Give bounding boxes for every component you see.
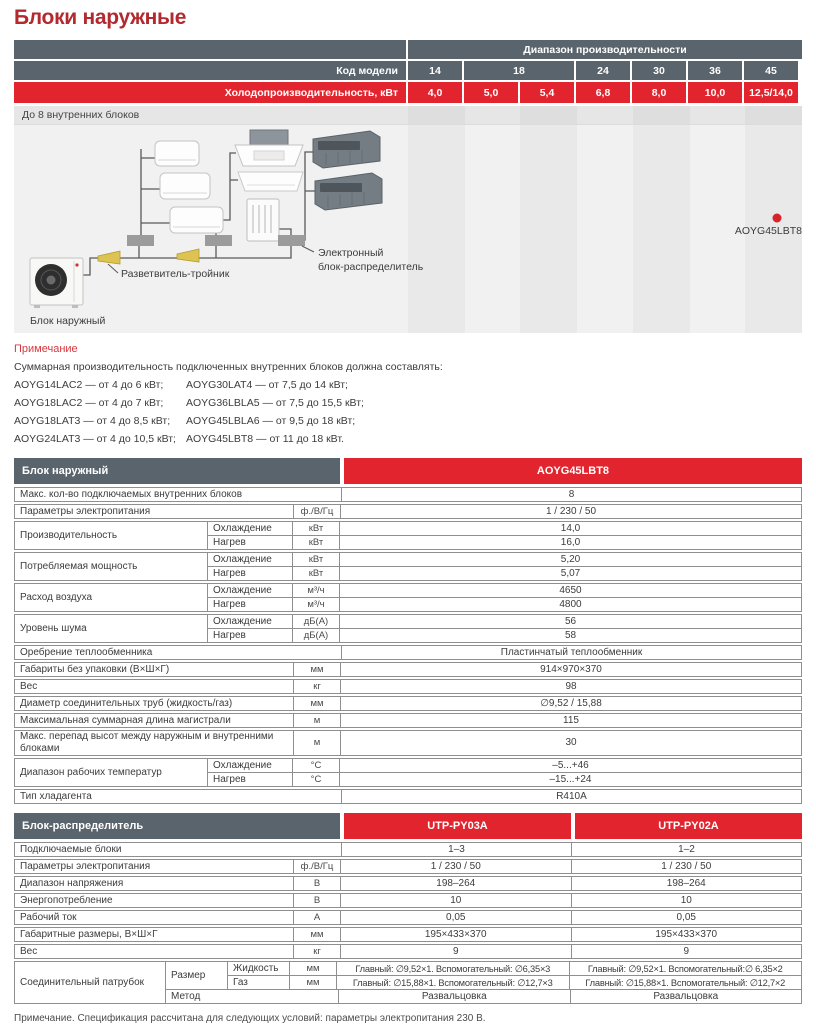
note-title: Примечание (14, 343, 78, 355)
spec-model-headers (344, 813, 802, 839)
spec-value: 198–264 (340, 877, 571, 890)
spec-value: 1 / 230 / 50 (571, 860, 802, 873)
spec-row (14, 487, 802, 502)
spec-subrows (207, 553, 801, 580)
note-model-item: AOYG18LAC2 — от 4 до 7 кВт; (14, 397, 164, 409)
spec-unit: мм (289, 962, 336, 975)
spec-unit: мм (293, 663, 340, 676)
spec-unit: ф./В/Гц (293, 860, 340, 873)
spec-row-label: Потребляемая мощность (20, 560, 138, 572)
model-code-cell: 18 (464, 61, 574, 80)
spec-sub-label: Нагрев (207, 773, 292, 786)
spec-row (14, 758, 802, 787)
spec-value: 4800 (339, 598, 801, 611)
spec-value: Главный: ∅15,88×1. Вспомогательный: ∅12,7×3 (336, 976, 569, 989)
spec-value: 195×433×370 (571, 928, 802, 941)
spec-row (14, 961, 802, 1004)
spec-row (14, 614, 802, 643)
spec-table-title: Блок-распределитель (14, 813, 340, 839)
spec-sub-label: Охлаждение (207, 553, 292, 566)
distributor-box-icon (127, 235, 305, 246)
spec-value: Главный: ∅9,52×1. Вспомогательный:∅ 6,35×2 (569, 962, 802, 975)
cooling-capacity-cell: 12,5/14,0 (744, 82, 798, 103)
spec-row-label: Уровень шума (20, 622, 87, 634)
outdoor-unit-icon (30, 258, 83, 308)
spec-row-label: Максимальная суммарная длина магистрали (20, 714, 231, 726)
spec-row-label: Энергопотребление (20, 894, 113, 906)
note-block (14, 341, 802, 448)
connection-diagram-illustration (14, 125, 802, 333)
spec-subrows (207, 615, 801, 642)
spec-unit: м (293, 714, 340, 727)
spec-value: 1 / 230 / 50 (340, 505, 801, 518)
spec-subrow (207, 597, 801, 611)
spec-subrow (207, 615, 801, 628)
compact-unit-icon (247, 199, 279, 241)
note-model-item: AOYG18LAT3 — от 4 до 8,5 кВт; (14, 415, 171, 427)
spec-value: Развальцовка (570, 990, 802, 1003)
spec-value: 914×970×370 (340, 663, 801, 676)
spec-model-name: UTP-PY03A (344, 813, 571, 839)
spec-value: 198–264 (571, 877, 802, 890)
spec-unit: кВт (292, 553, 339, 566)
capacity-model-codes-row (14, 61, 802, 80)
wall-unit-icon (155, 141, 199, 166)
spec-row (14, 662, 802, 677)
spec-row (14, 944, 802, 959)
ceiling-unit-icon (238, 172, 303, 191)
cooling-capacity-cell: 5,4 (520, 82, 574, 103)
spec-value: 9 (571, 945, 802, 958)
spec-subrow (207, 584, 801, 597)
spec-unit: кг (293, 945, 340, 958)
spec-subrows (207, 522, 801, 549)
spec-row (14, 583, 802, 612)
spec-unit: мм (289, 976, 336, 989)
note-model-item: AOYG45LBLA6 — от 9,5 до 18 кВт; (186, 415, 356, 427)
spec-row-label: Габариты без упаковки (В×Ш×Г) (20, 663, 170, 675)
spec-value: 0,05 (571, 911, 802, 924)
wall-unit-icon (170, 207, 223, 233)
spec-value: –5...+46 (339, 759, 801, 772)
spec-unit: мм (293, 928, 340, 941)
connector-method-row (165, 989, 801, 1003)
spec-row (14, 876, 802, 891)
spec-value: 1–2 (571, 843, 801, 856)
splitter-label: Разветвитель-тройник (121, 268, 230, 280)
spec-sub-label: Нагрев (207, 598, 292, 611)
cooling-capacity-cell: 4,0 (408, 82, 462, 103)
spec-sub-label: Нагрев (207, 536, 292, 549)
spec-unit: °C (292, 773, 339, 786)
spec-value: 8 (341, 488, 801, 501)
spec-row-label: Вес (20, 680, 38, 692)
spec-unit: °C (292, 759, 339, 772)
spec-row-label: Рабочий ток (20, 911, 77, 923)
spec-unit: А (293, 911, 340, 924)
spec-value: ∅9,52 / 15,88 (340, 697, 801, 710)
model-code-cell: 36 (688, 61, 742, 80)
note-model-item: AOYG24LAT3 — от 4 до 10,5 кВт; (14, 433, 176, 445)
model-code-cell: 24 (576, 61, 630, 80)
spec-value: 1 / 230 / 50 (340, 860, 571, 873)
spec-value: 10 (340, 894, 571, 907)
spec-subrow (207, 553, 801, 566)
spec-model-name: UTP-PY02A (575, 813, 802, 839)
spec-row (14, 696, 802, 711)
connector-medium-label: Газ (227, 976, 289, 989)
spec-row (14, 552, 802, 581)
spec-value: 9 (340, 945, 571, 958)
spec-row (14, 859, 802, 874)
capacity-cooling-row (14, 82, 802, 103)
spec-sub-label: Охлаждение (207, 584, 292, 597)
cooling-capacity-cell: 10,0 (688, 82, 742, 103)
spec-value: 5,20 (339, 553, 801, 566)
capacity-header-spacer (14, 40, 406, 59)
spec-row-label: Соединительный патрубок (20, 976, 145, 988)
spec-unit: дБ(А) (292, 615, 339, 628)
spec-sub-label: Нагрев (207, 629, 292, 642)
spec-value: Пластинчатый теплообменник (341, 646, 801, 659)
spec-subrows (207, 759, 801, 786)
spec-row-label: Тип хладагента (20, 790, 92, 802)
spec-value: 5,07 (339, 567, 801, 580)
spec-subrows (207, 584, 801, 611)
spec-row-label: Диапазон рабочих температур (20, 766, 162, 778)
spec-unit: В (293, 894, 340, 907)
spec-unit: кВт (292, 567, 339, 580)
model-code-cell: 45 (744, 61, 798, 80)
model-code-cell: 30 (632, 61, 686, 80)
cooling-capacity-label: Холодопроизводительность, кВт (14, 82, 406, 103)
spec-subrow (207, 628, 801, 642)
spec-value: 1–3 (341, 843, 571, 856)
connector-size-row (227, 975, 801, 989)
spec-row (14, 842, 802, 857)
spec-row-label: Параметры электропитания (20, 860, 151, 872)
note-model-item: AOYG30LAT4 — от 7,5 до 14 кВт; (186, 379, 348, 391)
cooling-capacity-cell: 5,0 (464, 82, 518, 103)
diagram-model-label: AOYG45LBT8 (734, 225, 802, 237)
capacity-range-header: Диапазон производительности (408, 40, 802, 59)
cassette-unit-icon (235, 130, 303, 166)
spec-model-name: AOYG45LBT8 (344, 458, 802, 484)
connector-medium-label: Жидкость (227, 962, 289, 975)
spec-value: 195×433×370 (340, 928, 571, 941)
spec-model-headers (344, 458, 802, 484)
spec-unit: кг (293, 680, 340, 693)
spec-row (14, 927, 802, 942)
spec-value: Развальцовка (338, 990, 570, 1003)
connector-right (165, 962, 801, 1003)
spec-sub-label: Охлаждение (207, 615, 292, 628)
spec-subrow (207, 535, 801, 549)
spec-row-label: Подключаемые блоки (20, 843, 122, 855)
spec-row-label: Расход воздуха (20, 591, 93, 603)
spec-value: 10 (571, 894, 802, 907)
spec-row (14, 730, 802, 756)
spec-value: 58 (339, 629, 801, 642)
spec-subrow (207, 522, 801, 535)
spec-value: 98 (340, 680, 801, 693)
spec-row-label: Параметры электропитания (20, 505, 151, 517)
connector-size-block (165, 962, 801, 989)
spec-value: 56 (339, 615, 801, 628)
distributor-spec-table (14, 813, 802, 1004)
spec-value: 16,0 (339, 536, 801, 549)
spec-sub-label: Нагрев (207, 567, 292, 580)
cooling-capacity-cell: 6,8 (576, 82, 630, 103)
spec-value: Главный: ∅15,88×1. Вспомогательный: ∅12,7×2 (569, 976, 802, 989)
spec-row (14, 521, 802, 550)
diagram-header-band (14, 106, 802, 125)
spec-row-label: Макс. кол-во подключаемых внутренних блоков (20, 488, 243, 500)
system-diagram (14, 106, 802, 333)
spec-row (14, 679, 802, 694)
spec-value: 14,0 (339, 522, 801, 535)
distributor-label-line1: Электронный (318, 247, 384, 259)
spec-unit: ф./В/Гц (293, 505, 340, 518)
model-code-cell: 14 (408, 61, 462, 80)
duct-unit-icon (313, 131, 380, 168)
spec-value: R410A (341, 790, 801, 803)
spec-sub-label: Охлаждение (207, 759, 292, 772)
spec-unit: В (293, 877, 340, 890)
model-marker-dot (773, 214, 782, 223)
spec-row (14, 789, 802, 804)
connector-size-label: Размер (165, 962, 227, 989)
spec-table-title: Блок наружный (14, 458, 340, 484)
diagram-header-label: До 8 внутренних блоков (22, 109, 140, 121)
model-code-label: Код модели (14, 61, 406, 80)
spec-unit: м³/ч (292, 598, 339, 611)
spec-value: 115 (340, 714, 801, 727)
spec-table-header (14, 458, 802, 484)
spec-unit: кВт (292, 536, 339, 549)
note-intro: Суммарная производительность подключенных внутренних блоков должна составлять: (14, 361, 443, 373)
duct-unit-icon (315, 173, 382, 210)
spec-row (14, 504, 802, 519)
note-model-item: AOYG14LAC2 — от 4 до 6 кВт; (14, 379, 164, 391)
wall-unit-icon (160, 173, 210, 199)
spec-subrow (207, 772, 801, 786)
spec-row-label: Диапазон напряжения (20, 877, 124, 889)
connector-method-label: Метод (165, 990, 338, 1003)
connector-size-row (227, 962, 801, 975)
page-title: Блоки наружные (14, 6, 187, 29)
spec-subrow (207, 759, 801, 772)
spec-subrow (207, 566, 801, 580)
note-model-item: AOYG36LBLA5 — от 7,5 до 15,5 кВт; (186, 397, 364, 409)
spec-unit: мм (293, 697, 340, 710)
capacity-range-table (14, 40, 802, 103)
spec-value: 30 (340, 731, 801, 755)
spec-row (14, 893, 802, 908)
capacity-range-header-row (14, 40, 802, 59)
spec-row-label: Макс. перепад высот между наружным и внутренними блоками (20, 731, 274, 754)
spec-row (14, 910, 802, 925)
outdoor-unit-spec-table (14, 458, 802, 804)
spec-value: 4650 (339, 584, 801, 597)
cooling-capacity-cell: 8,0 (632, 82, 686, 103)
outdoor-unit-label: Блок наружный (30, 315, 106, 327)
spec-row-label: Оребрение теплообменника (20, 646, 153, 658)
spec-table-header (14, 813, 802, 839)
splitter-tee-icon (98, 249, 199, 264)
spec-row-label: Диаметр соединительных труб (жидкость/газ) (20, 697, 233, 709)
spec-row-label: Вес (20, 945, 38, 957)
spec-unit: дБ(А) (292, 629, 339, 642)
spec-row-label: Производительность (20, 529, 118, 541)
spec-sub-label: Охлаждение (207, 522, 292, 535)
spec-row (14, 713, 802, 728)
spec-unit: м³/ч (292, 584, 339, 597)
footer-note: Примечание. Спецификация рассчитана для следующих условий: параметры электропитания 230 В. (14, 1013, 486, 1024)
spec-value: Главный: ∅9,52×1. Вспомогательный: ∅6,35×3 (336, 962, 569, 975)
note-model-item: AOYG45LBT8 — от 11 до 18 кВт. (186, 433, 344, 445)
spec-row-label: Габаритные размеры, В×Ш×Г (20, 928, 158, 940)
distributor-label-line2: блок-распределитель (318, 261, 424, 273)
connector-size-rows (227, 962, 801, 989)
spec-unit: кВт (292, 522, 339, 535)
spec-unit: м (293, 731, 340, 755)
spec-value: –15...+24 (339, 773, 801, 786)
note-model-list (14, 376, 802, 448)
spec-value: 0,05 (340, 911, 571, 924)
spec-row (14, 645, 802, 660)
